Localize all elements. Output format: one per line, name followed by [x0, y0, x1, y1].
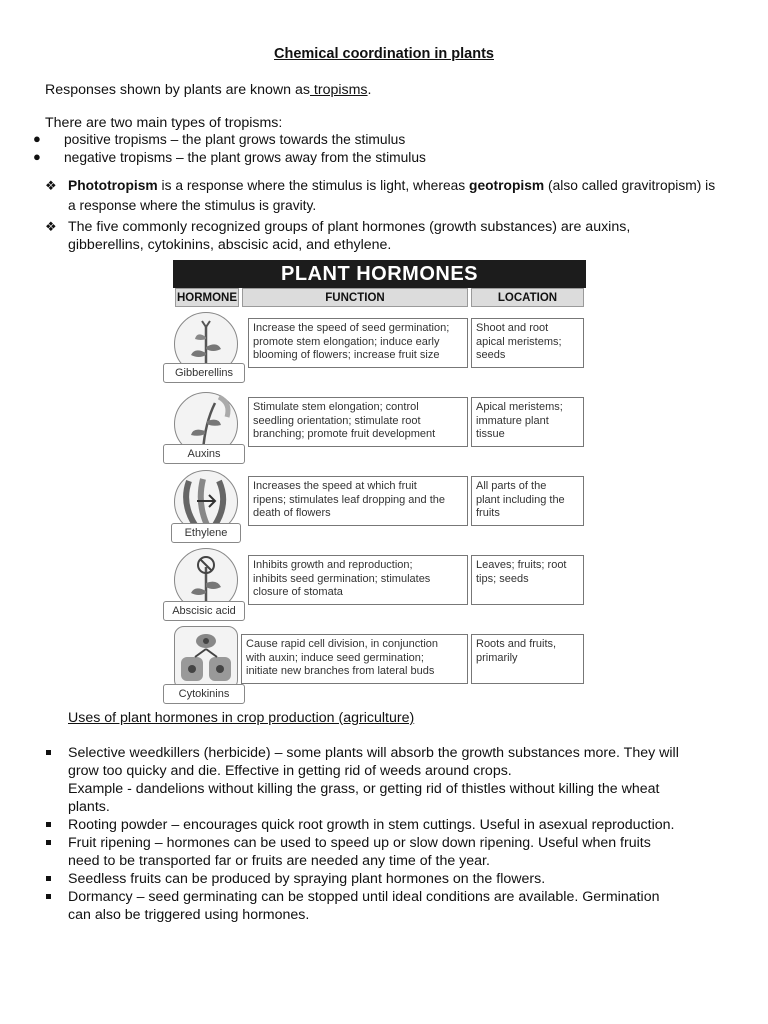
function-line: promote stem elongation; induce early — [253, 335, 440, 348]
intro-paragraph — [45, 81, 371, 99]
geotropism-text: (also called gravitropism) is — [544, 178, 716, 193]
uses-item-line: Selective weedkillers (herbicide) – some plants will absorb the growth substances more. They will — [68, 745, 679, 761]
square-bullet-icon — [46, 840, 51, 845]
location-line: Apical meristems; — [476, 401, 563, 413]
phototropism-term: Phototropism — [68, 178, 158, 193]
type-item: positive tropisms – the plant grows towards the stimulus — [64, 132, 406, 147]
diamond-bullet-icon: ❖ — [45, 178, 57, 193]
function-line: Increases the speed at which fruit — [253, 480, 417, 492]
uses-item-line: Example - dandelions without killing the grass, or getting rid of thistles without killing the wheat — [68, 781, 660, 797]
location-line: primarily — [476, 651, 518, 664]
uses-item-line: Rooting powder – encourages quick root growth in stem cuttings. Useful in asexual reproduction. — [68, 817, 675, 833]
square-bullet-icon — [46, 876, 51, 881]
location-cell — [471, 318, 584, 368]
location-cell — [471, 476, 584, 526]
location-line: Leaves; fruits; root — [476, 559, 567, 571]
hormone-groups-line1: The five commonly recognized groups of plant hormones (growth substances) are auxins, — [68, 219, 631, 235]
location-line: Roots and fruits, — [476, 638, 557, 650]
intro-suffix: . — [367, 82, 372, 98]
column-header-hormone: HORMONE — [175, 288, 239, 307]
phototropism-text: is a response where the stimulus is light, whereas — [157, 178, 470, 193]
phototropism-paragraph-line2: a response where the stimulus is gravity. — [68, 198, 317, 213]
plant-hormones-table — [173, 260, 586, 710]
hormone-name-label: Auxins — [163, 444, 245, 464]
types-heading: There are two main types of tropisms: — [45, 115, 283, 131]
function-cell — [248, 555, 468, 605]
uses-item-line: grow too quicky and die. Effective in getting rid of weeds around crops. — [68, 763, 512, 779]
function-cell — [248, 476, 468, 526]
hormone-name-label: Ethylene — [171, 523, 241, 543]
location-line: All parts of the — [476, 480, 547, 492]
uses-item-line: Fruit ripening – hormones can be used to speed up or slow down ripening. Useful when fruits — [68, 835, 651, 851]
intro-prefix: Responses shown by plants are known as — [45, 82, 310, 98]
location-line: fruits — [476, 507, 500, 519]
intro-term: tropisms — [309, 82, 368, 98]
function-line: inhibits seed germination; stimulates — [253, 572, 431, 585]
column-header-function: FUNCTION — [242, 288, 468, 307]
phototropism-paragraph — [68, 177, 715, 195]
geotropism-term: geotropism — [469, 178, 545, 193]
bullet-dot-icon: ● — [33, 149, 41, 164]
location-line: tissue — [476, 428, 505, 440]
diamond-bullet-icon: ❖ — [45, 219, 57, 234]
type-item: negative tropisms – the plant grows away from the stimulus — [64, 150, 426, 165]
uses-item-line: can also be triggered using hormones. — [68, 907, 310, 923]
function-line: branching; promote fruit development — [253, 428, 436, 440]
location-line: apical meristems; — [476, 335, 562, 348]
uses-heading: Uses of plant hormones in crop production (agriculture) — [68, 710, 415, 726]
function-line: seedling orientation; stimulate root — [253, 414, 421, 427]
function-line: Cause rapid cell division, in conjunction — [246, 638, 438, 650]
location-line: tips; seeds — [476, 572, 529, 585]
location-cell — [471, 634, 584, 684]
table-title: PLANT HORMONES — [173, 260, 586, 288]
uses-item-line: Seedless fruits can be produced by spraying plant hormones on the flowers. — [68, 871, 546, 887]
location-cell — [471, 555, 584, 605]
location-line: seeds — [476, 349, 506, 361]
function-line: blooming of flowers; increase fruit size — [253, 349, 440, 361]
square-bullet-icon — [46, 894, 51, 899]
function-cell — [241, 634, 468, 684]
function-line: with auxin; induce seed germination; — [246, 651, 424, 664]
location-line: immature plant — [476, 414, 549, 427]
function-line: initiate new branches from lateral buds — [246, 665, 435, 677]
location-line: Shoot and root — [476, 322, 549, 334]
page-title: Chemical coordination in plants — [274, 46, 494, 62]
function-cell — [248, 318, 468, 368]
column-header-location: LOCATION — [471, 288, 584, 307]
function-line: ripens; stimulates leaf dropping and the — [253, 493, 446, 506]
square-bullet-icon — [46, 822, 51, 827]
hormone-name-label: Abscisic acid — [163, 601, 245, 621]
bullet-dot-icon: ● — [33, 131, 41, 146]
cytokinins-cells-icon — [174, 626, 238, 690]
hormone-groups-line2: gibberellins, cytokinins, abscisic acid, and ethylene. — [68, 237, 392, 253]
function-line: Stimulate stem elongation; control — [253, 401, 419, 413]
location-cell — [471, 397, 584, 447]
hormone-name-label: Gibberellins — [163, 363, 245, 383]
function-line: Increase the speed of seed germination; — [253, 322, 450, 334]
location-line: plant including the — [476, 493, 565, 506]
uses-item-line: need to be transported far or fruits are needed any time of the year. — [68, 853, 490, 869]
function-cell — [248, 397, 468, 447]
function-line: Inhibits growth and reproduction; — [253, 559, 413, 571]
function-line: closure of stomata — [253, 586, 343, 598]
uses-item-line: Dormancy – seed germinating can be stopped until ideal conditions are available. Germination — [68, 889, 660, 905]
square-bullet-icon — [46, 750, 51, 755]
uses-item-line: plants. — [68, 799, 110, 815]
hormone-name-label: Cytokinins — [163, 684, 245, 704]
function-line: death of flowers — [253, 507, 331, 519]
